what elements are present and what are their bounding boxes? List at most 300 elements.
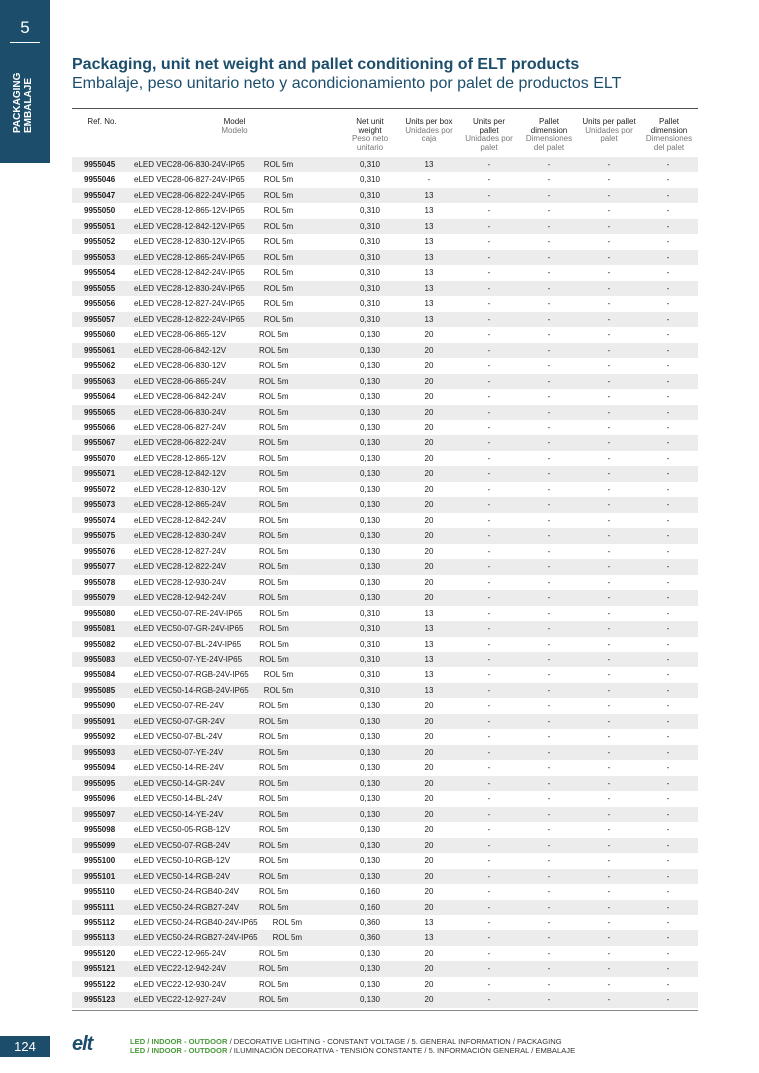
units-pallet-cell: - — [487, 453, 491, 463]
pallet-dimension-cell: - — [547, 268, 551, 278]
pallet-dimension-2-cell: - — [666, 902, 670, 912]
units-box-cell: 20 — [424, 794, 434, 804]
table-row — [72, 358, 698, 373]
table-body — [72, 157, 698, 1008]
model-cell: eLED VEC28-06-822-24V — [134, 438, 227, 448]
breadcrumb-es: LED / INDOOR - OUTDOOR / ILUMINACIÓN DECORATIVA - TENSIÓN CONSTANTE / 5. INFORMACIÓN GENERAL / EMBALAJE — [130, 1046, 576, 1055]
table-header — [72, 108, 698, 158]
units-pallet-cell: - — [487, 469, 491, 479]
table-row — [72, 853, 698, 868]
units-pallet-cell: - — [487, 794, 491, 804]
pallet-dimension-cell: - — [547, 809, 551, 819]
length-cell: ROL 5m — [259, 361, 289, 371]
ref-cell: 9955066 — [84, 422, 116, 432]
model-cell: eLED VEC50-10-RGB-12V — [134, 856, 231, 866]
ref-cell: 9955112 — [84, 917, 115, 927]
units-pallet-cell: - — [487, 856, 491, 866]
units-pallet-2-cell: - — [607, 763, 611, 773]
pallet-dimension-cell: - — [547, 639, 551, 649]
pallet-dimension-cell: - — [547, 484, 551, 494]
header-units-box: Units per box Unidades por caja — [405, 117, 453, 144]
pallet-dimension-cell: - — [547, 376, 551, 386]
model-cell: eLED VEC28-12-930-24V — [134, 577, 227, 587]
pallet-dimension-2-cell: - — [666, 422, 670, 432]
pallet-dimension-cell: - — [547, 453, 551, 463]
weight-cell: 0,130 — [359, 330, 381, 340]
model-cell: eLED VEC28-06-865-24V — [134, 376, 227, 386]
pallet-dimension-cell: - — [547, 778, 551, 788]
page-title-en: Packaging, unit net weight and pallet conditioning of ELT products — [72, 56, 580, 73]
pallet-dimension-2-cell: - — [666, 825, 670, 835]
model-cell: eLED VEC50-07-RE-24V-IP65 — [134, 608, 243, 618]
table-row — [72, 822, 698, 837]
pallet-dimension-2-cell: - — [666, 917, 670, 927]
weight-cell: 0,310 — [359, 639, 381, 649]
table-bottom-rule — [72, 1010, 698, 1011]
pallet-dimension-cell: - — [547, 763, 551, 773]
model-cell: eLED VEC28-06-827-24V-IP65 — [134, 175, 245, 185]
pallet-dimension-2-cell: - — [666, 562, 670, 572]
pallet-dimension-cell: - — [547, 655, 551, 664]
ref-cell: 9955060 — [84, 330, 116, 340]
table-row — [72, 992, 698, 1007]
ref-cell: 9955064 — [84, 392, 116, 402]
pallet-dimension-cell: - — [547, 825, 551, 835]
length-cell: ROL 5m — [263, 237, 294, 247]
length-cell: ROL 5m — [263, 283, 294, 293]
ref-cell: 9955082 — [84, 639, 116, 649]
pallet-dimension-cell: - — [547, 221, 551, 231]
weight-cell: 0,160 — [359, 902, 381, 912]
model-cell: eLED VEC22-12-965-24V — [134, 948, 227, 958]
units-pallet-2-cell: - — [607, 778, 611, 788]
model-cell: eLED VEC28-12-842-24V-IP65 — [134, 268, 245, 278]
table-row — [72, 420, 698, 435]
weight-cell: 0,130 — [359, 763, 381, 773]
ref-cell: 9955099 — [84, 840, 116, 850]
weight-cell: 0,310 — [359, 237, 381, 247]
units-pallet-2-cell: - — [607, 670, 611, 680]
units-pallet-cell: - — [487, 299, 491, 309]
length-cell: ROL 5m — [263, 206, 294, 216]
length-cell: ROL 5m — [263, 268, 294, 278]
units-box-cell: 20 — [424, 995, 434, 1005]
pallet-dimension-cell: - — [547, 531, 551, 541]
units-pallet-2-cell: - — [607, 995, 611, 1005]
model-cell: eLED VEC22-12-927-24V — [134, 995, 227, 1005]
pallet-dimension-cell: - — [547, 252, 551, 262]
units-box-cell: 20 — [424, 871, 434, 881]
units-pallet-2-cell: - — [607, 361, 611, 371]
weight-cell: 0,130 — [359, 716, 381, 726]
length-cell: ROL 5m — [259, 515, 289, 525]
units-box-cell: 13 — [424, 670, 434, 680]
units-box-cell: 20 — [424, 469, 434, 479]
units-pallet-cell: - — [487, 500, 491, 510]
units-box-cell: 13 — [424, 283, 434, 293]
length-cell: ROL 5m — [259, 871, 289, 881]
units-pallet-2-cell: - — [607, 655, 611, 664]
length-cell: ROL 5m — [259, 995, 289, 1005]
units-pallet-2-cell: - — [607, 933, 611, 943]
pallet-dimension-2-cell: - — [666, 887, 670, 897]
model-cell: eLED VEC28-12-942-24V — [134, 593, 227, 603]
units-pallet-cell: - — [487, 778, 491, 788]
ref-cell: 9955054 — [84, 268, 116, 278]
pallet-dimension-2-cell: - — [666, 175, 670, 185]
pallet-dimension-2-cell: - — [666, 979, 670, 989]
pallet-dimension-cell: - — [547, 515, 551, 525]
ref-cell: 9955110 — [84, 887, 115, 897]
weight-cell: 0,130 — [359, 392, 381, 402]
model-cell: eLED VEC50-24-RGB40-24V — [134, 887, 239, 897]
table-row — [72, 652, 698, 667]
units-box-cell: 20 — [424, 825, 434, 835]
weight-cell: 0,310 — [359, 160, 381, 169]
units-pallet-cell: - — [487, 361, 491, 371]
weight-cell: 0,130 — [359, 825, 381, 835]
units-pallet-cell: - — [487, 577, 491, 587]
units-box-cell: 20 — [424, 964, 434, 974]
pallet-dimension-cell: - — [547, 856, 551, 866]
pallet-dimension-2-cell: - — [666, 593, 670, 603]
pallet-dimension-2-cell: - — [666, 283, 670, 293]
ref-cell: 9955078 — [84, 577, 116, 587]
model-cell: eLED VEC28-12-827-24V — [134, 546, 227, 556]
units-pallet-2-cell: - — [607, 252, 611, 262]
units-pallet-2-cell: - — [607, 747, 611, 757]
units-pallet-2-cell: - — [607, 237, 611, 247]
weight-cell: 0,310 — [359, 655, 381, 664]
length-cell: ROL 5m — [259, 469, 289, 479]
table-row — [72, 776, 698, 791]
pallet-dimension-2-cell: - — [666, 871, 670, 881]
units-pallet-2-cell: - — [607, 871, 611, 881]
pallet-dimension-2-cell: - — [666, 237, 670, 247]
ref-cell: 9955052 — [84, 237, 116, 247]
section-sidebar — [0, 0, 50, 163]
pallet-dimension-cell: - — [547, 299, 551, 309]
weight-cell: 0,310 — [359, 175, 381, 185]
units-box-cell: 13 — [424, 252, 434, 262]
table-row — [72, 760, 698, 775]
units-box-cell: 20 — [424, 546, 434, 556]
pallet-dimension-cell: - — [547, 190, 551, 200]
units-box-cell: 20 — [424, 948, 434, 958]
pallet-dimension-2-cell: - — [666, 732, 670, 742]
table-row — [72, 497, 698, 512]
header-units-pallet: Units per pallet Unidades por palet — [465, 117, 513, 152]
pallet-dimension-2-cell: - — [666, 933, 670, 943]
pallet-dimension-2-cell: - — [666, 763, 670, 773]
pallet-dimension-2-cell: - — [666, 515, 670, 525]
table-row — [72, 884, 698, 899]
table-row — [72, 296, 698, 311]
pallet-dimension-cell: - — [547, 840, 551, 850]
units-pallet-2-cell: - — [607, 639, 611, 649]
units-pallet-cell: - — [487, 701, 491, 711]
units-box-cell: 20 — [424, 716, 434, 726]
units-pallet-cell: - — [487, 809, 491, 819]
ref-cell: 9955093 — [84, 747, 116, 757]
table-row — [72, 590, 698, 605]
model-cell: eLED VEC28-06-827-24V — [134, 422, 227, 432]
pallet-dimension-cell: - — [547, 175, 551, 185]
length-cell: ROL 5m — [259, 407, 289, 417]
weight-cell: 0,130 — [359, 964, 381, 974]
weight-cell: 0,130 — [359, 345, 381, 355]
units-pallet-2-cell: - — [607, 175, 611, 185]
table-row — [72, 729, 698, 744]
length-cell: ROL 5m — [259, 577, 289, 587]
model-cell: eLED VEC50-14-RGB-24V-IP65 — [134, 685, 249, 695]
table-row — [72, 930, 698, 945]
model-cell: eLED VEC50-24-RGB27-24V-IP65 — [134, 933, 258, 943]
ref-cell: 9955046 — [84, 175, 116, 185]
units-pallet-cell: - — [487, 546, 491, 556]
units-box-cell: 20 — [424, 701, 434, 711]
ref-cell: 9955056 — [84, 299, 116, 309]
units-pallet-2-cell: - — [607, 887, 611, 897]
pallet-dimension-2-cell: - — [666, 268, 670, 278]
units-box-cell: 20 — [424, 763, 434, 773]
pallet-dimension-cell: - — [547, 948, 551, 958]
table-row — [72, 513, 698, 528]
length-cell: ROL 5m — [263, 190, 294, 200]
table-row — [72, 606, 698, 621]
model-cell: eLED VEC28-12-865-24V-IP65 — [134, 252, 245, 262]
units-pallet-2-cell: - — [607, 283, 611, 293]
model-cell: eLED VEC28-12-830-24V — [134, 531, 227, 541]
length-cell: ROL 5m — [259, 531, 289, 541]
table-row — [72, 698, 698, 713]
units-box-cell: 13 — [424, 639, 434, 649]
units-pallet-2-cell: - — [607, 593, 611, 603]
length-cell: ROL 5m — [259, 979, 289, 989]
table-row — [72, 528, 698, 543]
units-pallet-2-cell: - — [607, 608, 611, 618]
units-pallet-cell: - — [487, 716, 491, 726]
units-pallet-cell: - — [487, 407, 491, 417]
units-pallet-2-cell: - — [607, 484, 611, 494]
pallet-dimension-cell: - — [547, 438, 551, 448]
length-cell: ROL 5m — [259, 345, 289, 355]
pallet-dimension-2-cell: - — [666, 330, 670, 340]
length-cell: ROL 5m — [259, 484, 289, 494]
table-row — [72, 977, 698, 992]
units-box-cell: 20 — [424, 531, 434, 541]
units-pallet-2-cell: - — [607, 299, 611, 309]
pallet-dimension-cell: - — [547, 546, 551, 556]
units-pallet-2-cell: - — [607, 206, 611, 216]
length-cell: ROL 5m — [263, 670, 294, 680]
length-cell: ROL 5m — [263, 314, 294, 324]
table-row — [72, 482, 698, 497]
pallet-dimension-2-cell: - — [666, 964, 670, 974]
ref-cell: 9955076 — [84, 546, 116, 556]
units-pallet-cell: - — [487, 206, 491, 216]
ref-cell: 9955075 — [84, 531, 116, 541]
units-pallet-cell: - — [487, 871, 491, 881]
pallet-dimension-2-cell: - — [666, 670, 670, 680]
model-cell: eLED VEC50-14-GR-24V — [134, 778, 225, 788]
units-pallet-2-cell: - — [607, 330, 611, 340]
length-cell: ROL 5m — [272, 917, 303, 927]
length-cell: ROL 5m — [259, 639, 289, 649]
table-row — [72, 312, 698, 327]
ref-cell: 9955062 — [84, 361, 116, 371]
units-box-cell: 13 — [424, 933, 434, 943]
units-pallet-2-cell: - — [607, 701, 611, 711]
table-row — [72, 389, 698, 404]
ref-cell: 9955092 — [84, 732, 116, 742]
model-cell: eLED VEC50-07-RE-24V — [134, 701, 224, 711]
weight-cell: 0,130 — [359, 732, 381, 742]
model-cell: eLED VEC28-06-822-24V-IP65 — [134, 190, 245, 200]
units-pallet-2-cell: - — [607, 546, 611, 556]
weight-cell: 0,130 — [359, 438, 381, 448]
length-cell: ROL 5m — [259, 593, 289, 603]
model-cell: eLED VEC28-12-830-12V — [134, 484, 227, 494]
ref-cell: 9955096 — [84, 794, 116, 804]
length-cell: ROL 5m — [259, 392, 289, 402]
units-box-cell: 20 — [424, 577, 434, 587]
units-box-cell: 20 — [424, 593, 434, 603]
units-box-cell: 13 — [424, 221, 434, 231]
weight-cell: 0,130 — [359, 453, 381, 463]
table-row — [72, 900, 698, 915]
table-row — [72, 915, 698, 930]
units-box-cell: 20 — [424, 562, 434, 572]
table-row — [72, 807, 698, 822]
table-row — [72, 172, 698, 187]
header-weight: Net unit weight Peso neto unitario — [351, 117, 389, 152]
weight-cell: 0,130 — [359, 948, 381, 958]
units-pallet-cell: - — [487, 531, 491, 541]
table-row — [72, 234, 698, 249]
units-pallet-2-cell: - — [607, 917, 611, 927]
units-box-cell: 20 — [424, 392, 434, 402]
table-row — [72, 745, 698, 760]
pallet-dimension-2-cell: - — [666, 299, 670, 309]
units-pallet-2-cell: - — [607, 190, 611, 200]
units-pallet-cell: - — [487, 593, 491, 603]
pallet-dimension-2-cell: - — [666, 639, 670, 649]
units-box-cell: 20 — [424, 809, 434, 819]
length-cell: ROL 5m — [259, 716, 289, 726]
units-pallet-cell: - — [487, 685, 491, 695]
table-row — [72, 435, 698, 450]
pallet-dimension-cell: - — [547, 670, 551, 680]
weight-cell: 0,130 — [359, 546, 381, 556]
pallet-dimension-2-cell: - — [666, 747, 670, 757]
table-row — [72, 559, 698, 574]
model-cell: eLED VEC28-12-827-24V-IP65 — [134, 299, 245, 309]
pallet-dimension-2-cell: - — [666, 685, 670, 695]
units-box-cell: 13 — [424, 299, 434, 309]
weight-cell: 0,130 — [359, 794, 381, 804]
length-cell: ROL 5m — [259, 840, 289, 850]
table-row — [72, 838, 698, 853]
table-row — [72, 714, 698, 729]
sidebar-divider — [10, 42, 40, 43]
units-pallet-cell: - — [487, 670, 491, 680]
table-row — [72, 250, 698, 265]
ref-cell: 9955083 — [84, 655, 116, 664]
units-box-cell: 20 — [424, 407, 434, 417]
section-number: 5 — [20, 18, 30, 37]
weight-cell: 0,310 — [359, 221, 381, 231]
units-box-cell: - — [427, 175, 431, 185]
units-box-cell: 13 — [424, 190, 434, 200]
model-cell: eLED VEC50-07-BL-24V-IP65 — [134, 639, 242, 649]
ref-cell: 9955084 — [84, 670, 116, 680]
pallet-dimension-2-cell: - — [666, 484, 670, 494]
weight-cell: 0,130 — [359, 979, 381, 989]
units-pallet-2-cell: - — [607, 964, 611, 974]
units-pallet-cell: - — [487, 840, 491, 850]
units-box-cell: 13 — [424, 685, 434, 695]
length-cell: ROL 5m — [259, 701, 289, 711]
table-row — [72, 946, 698, 961]
model-cell: eLED VEC50-05-RGB-12V — [134, 825, 231, 835]
pallet-dimension-cell: - — [547, 469, 551, 479]
units-pallet-2-cell: - — [607, 453, 611, 463]
pallet-dimension-cell: - — [547, 979, 551, 989]
model-cell: eLED VEC28-06-830-12V — [134, 361, 227, 371]
pallet-dimension-cell: - — [547, 314, 551, 324]
length-cell: ROL 5m — [259, 732, 289, 742]
units-pallet-2-cell: - — [607, 314, 611, 324]
length-cell: ROL 5m — [259, 747, 289, 757]
ref-cell: 9955090 — [84, 701, 116, 711]
length-cell: ROL 5m — [259, 825, 289, 835]
weight-cell: 0,310 — [359, 685, 381, 695]
units-pallet-2-cell: - — [607, 407, 611, 417]
table-row — [72, 621, 698, 636]
pallet-dimension-2-cell: - — [666, 438, 670, 448]
pallet-dimension-cell: - — [547, 330, 551, 340]
units-pallet-cell: - — [487, 608, 491, 618]
model-cell: eLED VEC50-07-GR-24V-IP65 — [134, 624, 244, 634]
length-cell: ROL 5m — [259, 500, 289, 510]
units-pallet-cell: - — [487, 175, 491, 185]
pallet-dimension-cell: - — [547, 345, 551, 355]
table-row — [72, 683, 698, 698]
length-cell: ROL 5m — [259, 376, 289, 386]
ref-cell: 9955094 — [84, 763, 116, 773]
ref-cell: 9955073 — [84, 500, 116, 510]
length-cell: ROL 5m — [259, 546, 289, 556]
pallet-dimension-2-cell: - — [666, 546, 670, 556]
model-cell: eLED VEC50-24-RGB40-24V-IP65 — [134, 917, 258, 927]
units-pallet-2-cell: - — [607, 562, 611, 572]
model-cell: eLED VEC28-12-865-24V — [134, 500, 227, 510]
model-cell: eLED VEC28-06-830-24V — [134, 407, 227, 417]
pallet-dimension-2-cell: - — [666, 995, 670, 1005]
header-ref: Ref. No. — [87, 117, 117, 126]
ref-cell: 9955098 — [84, 825, 116, 835]
pallet-dimension-2-cell: - — [666, 221, 670, 231]
pallet-dimension-2-cell: - — [666, 314, 670, 324]
pallet-dimension-cell: - — [547, 206, 551, 216]
length-cell: ROL 5m — [263, 221, 294, 231]
units-pallet-2-cell: - — [607, 268, 611, 278]
length-cell: ROL 5m — [259, 809, 289, 819]
units-box-cell: 20 — [424, 500, 434, 510]
units-box-cell: 20 — [424, 747, 434, 757]
units-pallet-2-cell: - — [607, 345, 611, 355]
